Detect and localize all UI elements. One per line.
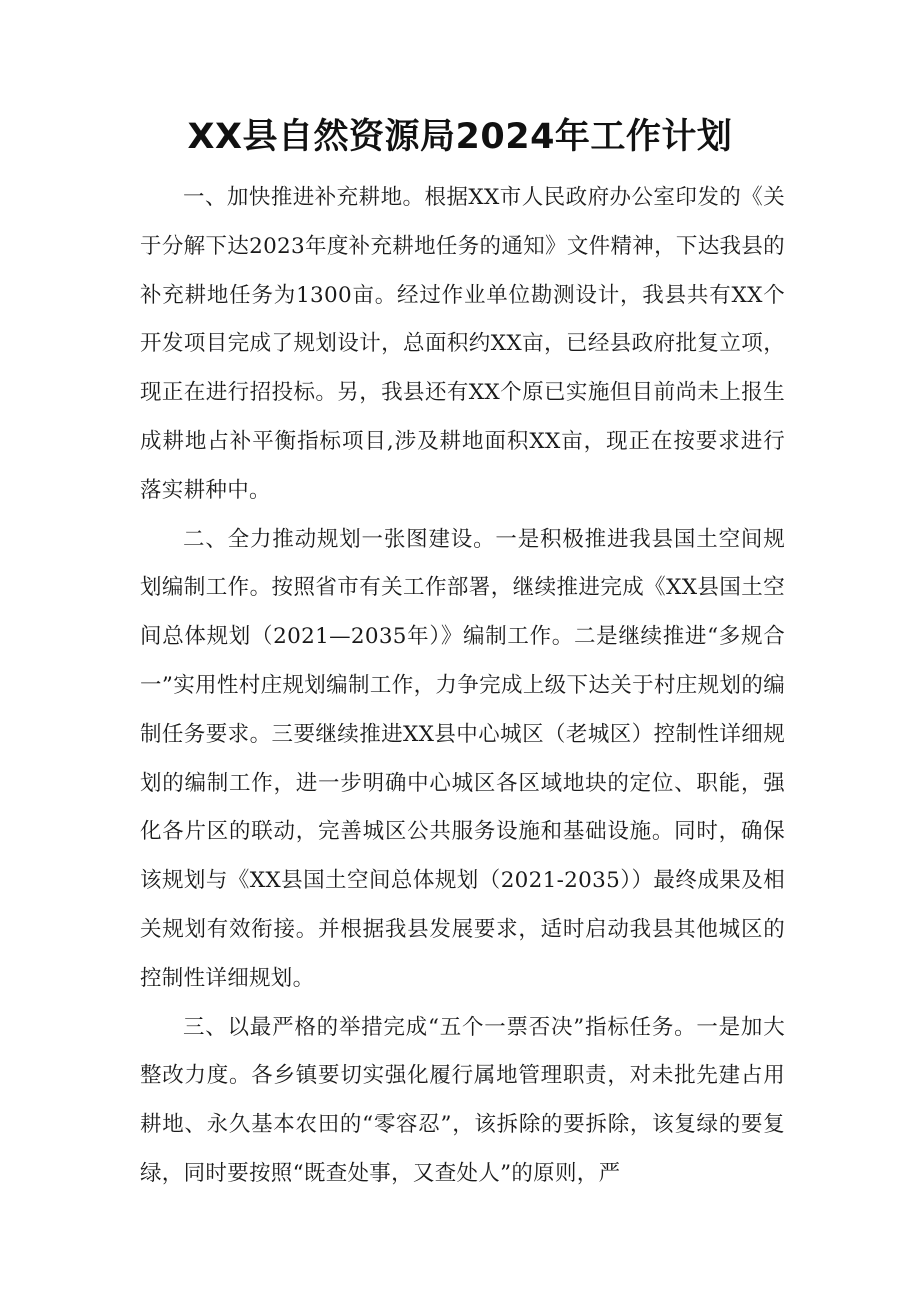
paragraph-3: 三、以最严格的举措完成“五个一票否决”指标任务。一是加大整改力度。各乡镇要切实强化履行属地管理职责，对未批先建占用耕地、永久基本农田的“零容忍”，该拆除的要拆除，该复绿的要复绿，同时要按照“既查处事，又查处人”的原则，严 [140,1014,785,1186]
paragraph-2: 二、全力推动规划一张图建设。一是积极推进我县国土空间规划编制工作。按照省市有关工作部署，继续推进完成《XX县国土空间总体规划（2021—2035年）》编制工作。二是继续推进“多规合一”实用性村庄规划编制工作，力争完成上级下达关于村庄规划的编制任务要求。三要继续推进XX县中心城区（老城区）控制性详细规划的编制工作，进一步明确中心城区各区域地块的定位、职能，强化各片区的联动，完善城区公共服务设施和基础设施。同时，确保该规划与《XX县国土空间总体规划（2021-2035））最终成果及相关规划有效衔接。并根据我县发展要求，适时启动我县其他城区的控制性详细规划。 [140,526,785,991]
document-body [140,174,785,1199]
document-title: XX县自然资源局2024年工作计划 [187,117,733,157]
paragraph-1: 一、加快推进补充耕地。根据XX市人民政府办公室印发的《关于分解下达2023年度补充耕地任务的通知》文件精神，下达我县的补充耕地任务为1300亩。经过作业单位勘测设计，我县共有XX个开发项目完成了规划设计，总面积约XX亩，已经县政府批复立项，现正在进行招投标。另，我县还有XX个原已实施但目前尚未上报生成耕地占补平衡指标项目,涉及耕地面积XX亩，现正在按要求进行落实耕种中。 [140,185,785,503]
